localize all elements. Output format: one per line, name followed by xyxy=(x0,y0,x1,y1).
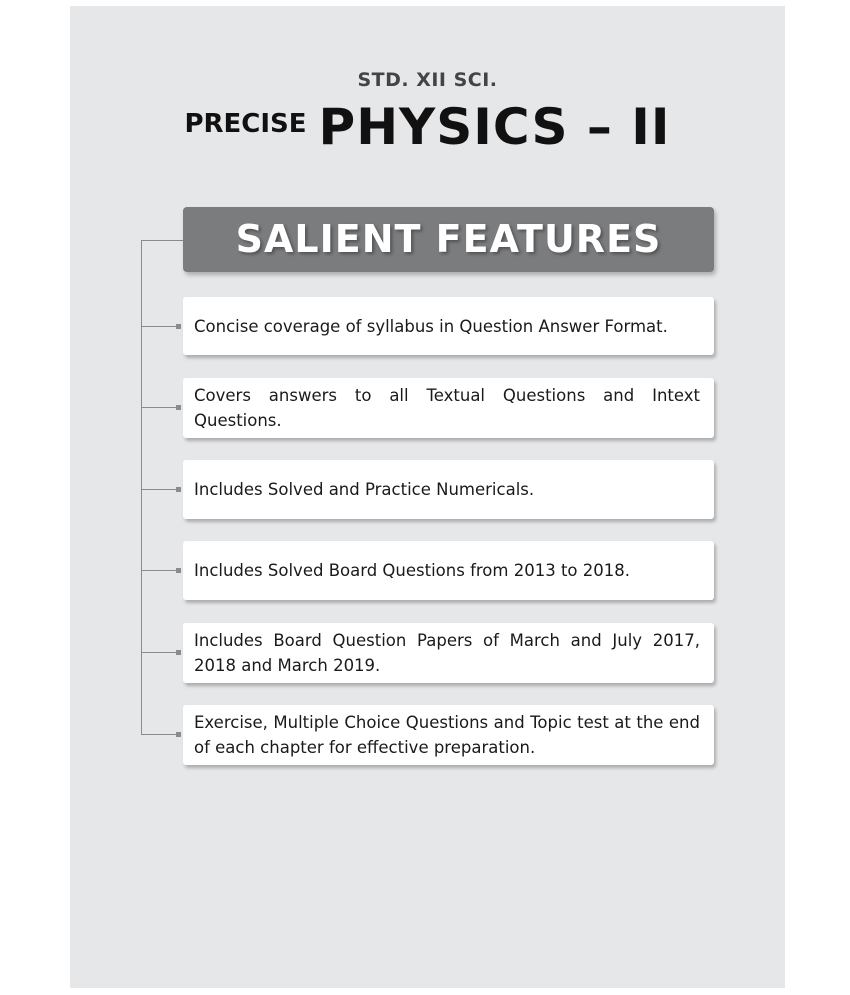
book-cover-page xyxy=(70,6,785,988)
tree-connector-2 xyxy=(141,407,179,408)
bullet-marker xyxy=(176,650,181,655)
tree-connector-3 xyxy=(141,489,179,490)
feature-text: Includes Board Question Papers of March and July 2017, 2018 and March 2019. xyxy=(194,631,700,675)
feature-box xyxy=(183,297,714,355)
bullet-marker xyxy=(176,405,181,410)
feature-box xyxy=(183,541,714,600)
title-main: PHYSICS – II xyxy=(318,98,671,156)
tree-connector-6 xyxy=(141,734,179,735)
bullet-marker xyxy=(176,324,181,329)
feature-box xyxy=(183,705,714,765)
bullet-marker xyxy=(176,732,181,737)
tree-connector-5 xyxy=(141,652,179,653)
bullet-marker xyxy=(176,487,181,492)
feature-box xyxy=(183,623,714,683)
tree-connector-4 xyxy=(141,570,179,571)
feature-text: Concise coverage of syllabus in Question Answer Format. xyxy=(194,316,668,336)
tree-connector-heading xyxy=(141,240,183,241)
tree-connector-1 xyxy=(141,326,179,327)
title-prefix: PRECISE xyxy=(184,109,307,139)
standard-label: STD. XII SCI. xyxy=(357,69,498,91)
tree-vertical-line xyxy=(141,240,142,734)
feature-text: Includes Solved Board Questions from 2013 to 2018. xyxy=(194,561,630,580)
feature-box xyxy=(183,378,714,438)
salient-features-heading-text: SALIENT FEATURES xyxy=(235,217,662,261)
book-title xyxy=(70,98,785,156)
feature-text: Exercise, Multiple Choice Questions and Topic test at the end of each chapter for effective preparation. xyxy=(194,713,700,757)
feature-text: Includes Solved and Practice Numericals. xyxy=(194,480,535,499)
salient-features-heading xyxy=(183,207,714,272)
bullet-marker xyxy=(176,568,181,573)
feature-text: Covers answers to all Textual Questions and Intext Questions. xyxy=(194,386,700,430)
feature-box xyxy=(183,460,714,519)
